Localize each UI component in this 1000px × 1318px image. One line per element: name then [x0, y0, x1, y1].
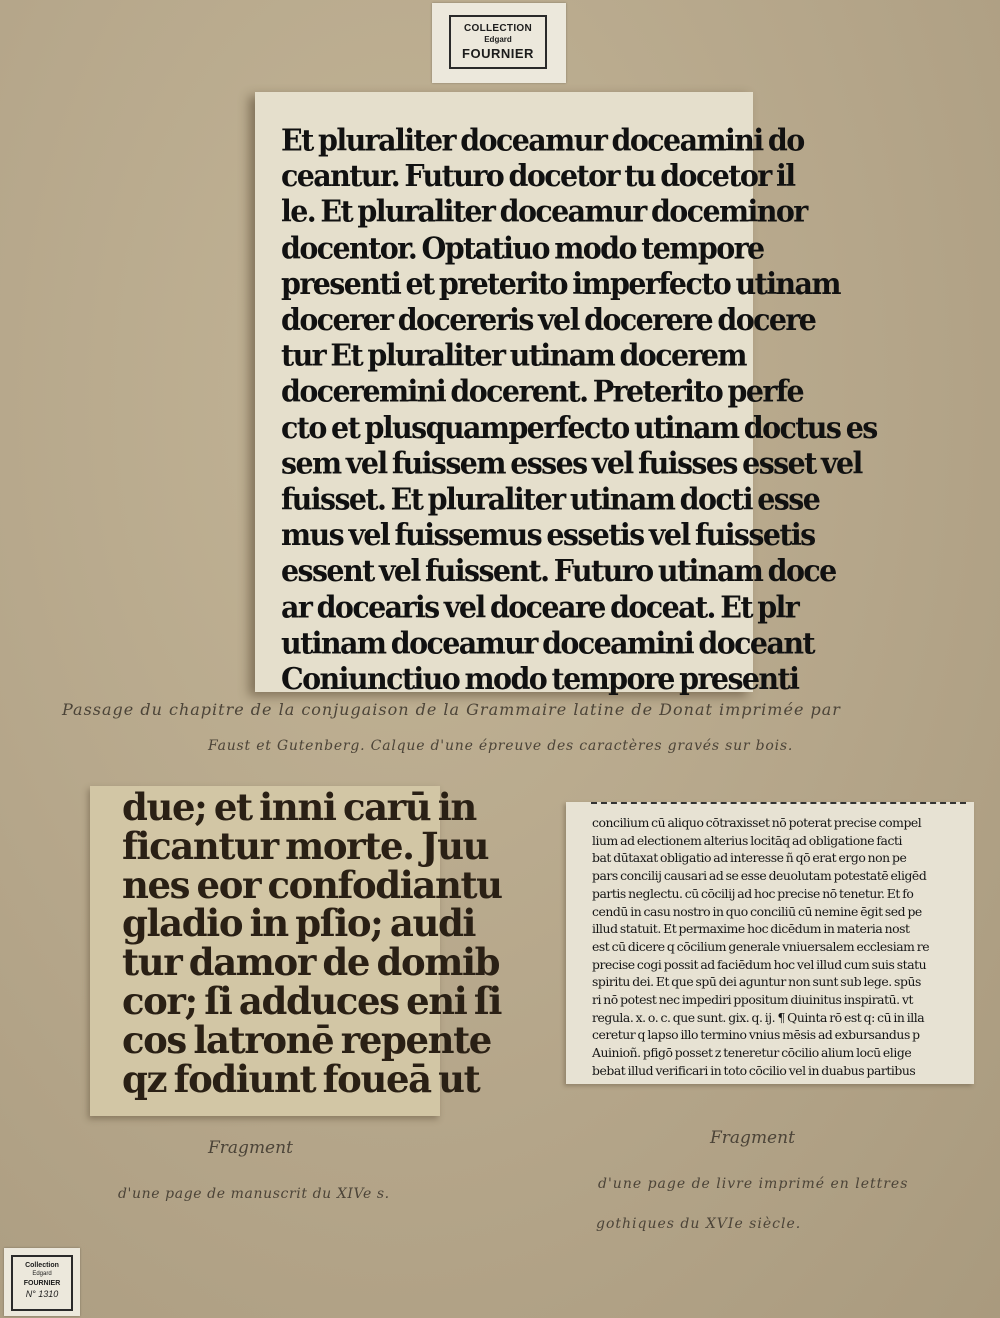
- donat-caption-line1: Passage du chapitre de la conjugaison de la Grammaire latine de Donat imprimée par: [62, 700, 841, 719]
- collection-label-bottom-frame: [11, 1255, 73, 1311]
- manuscript-text-line: due; et inni carū in: [122, 785, 476, 829]
- gothic-caption-sub2: gothiques du XVIe siècle.: [596, 1216, 802, 1232]
- donat-text-line: doceremini docerent. Preterito perfe: [281, 373, 804, 410]
- donat-text-line: cto et plusquamperfecto utinam doctus es: [281, 409, 877, 446]
- collection-label-surname: FOURNIER: [462, 46, 534, 61]
- gothic-text-line: spiritu dei. Et que spū dei aguntur non sunt sub lege. spūs: [592, 974, 921, 990]
- donat-text-line: essent vel fuissent. Futuro utinam doce: [281, 552, 836, 589]
- donat-text-line: mus vel fuissemus essetis vel fuissetis: [281, 517, 815, 553]
- manuscript-text-line: gladio in pſio; audi: [122, 901, 476, 946]
- gothic-cut-top-line: [591, 802, 966, 808]
- manuscript-text-line: cos latronē repente: [122, 1017, 491, 1062]
- collection-label-bottom-word: Collection: [25, 1262, 59, 1269]
- manuscript-text-line: nes eor confodiantu: [122, 862, 502, 907]
- gothic-text-line: Auinioñ. pfigō posset z teneretur cōcilio alium locū elige: [592, 1045, 912, 1061]
- gothic-print-fragment: [566, 802, 974, 1084]
- gothic-caption-sub1: d'une page de livre imprimé en lettres: [598, 1176, 909, 1192]
- gothic-text-line: illud statuit. Et permaxime hoc dicēdum in materia nost: [592, 921, 910, 937]
- manuscript-text-line: tur damor de domib: [122, 940, 500, 985]
- gothic-text-line: est cū dicere q cōcilium generale vniuersalem ecclesiam re: [592, 938, 930, 954]
- donat-caption-line2: Faust et Gutenberg. Calque d'une épreuve des caractères gravés sur bois.: [208, 738, 794, 754]
- collection-label-top: [432, 3, 566, 83]
- donat-text-line: ar docearis vel doceare doceat. Et plr: [281, 588, 799, 625]
- manuscript-text-line: ficantur morte. Juu: [122, 823, 489, 868]
- gothic-text-line: bat dūtaxat obligatio ad interesse ñ qō erat ergo non pe: [592, 850, 907, 866]
- gothic-text-line: cendū in casu nostro in quo conciliū cū nemine ēgit sed pe: [592, 903, 922, 919]
- manuscript-text-block: [122, 785, 502, 1101]
- donat-text-line: Et pluraliter doceamur doceamini do: [281, 122, 804, 158]
- gothic-text-line: lium ad electionem alterius locitāq ad obligatione facti: [592, 832, 903, 848]
- donat-text-line: utinam doceamur doceamini doceant: [281, 624, 814, 661]
- donat-text-line: sem vel fuissem esses vel fuisses esset vel: [281, 445, 862, 481]
- collection-label-bottom-firstname: Edgard: [32, 1271, 52, 1277]
- donat-text-line: ceantur. Futuro docetor tu docetor il: [281, 157, 795, 194]
- gothic-text-line: partis neglectu. cū cōcilij ad hoc precise nō tenetur. Et fo: [592, 885, 914, 901]
- manuscript-caption-sub: d'une page de manuscrit du XIVe s.: [118, 1186, 390, 1202]
- gothic-text-line: regula. x. o. c. que sunt. gix. q. ij. ¶ Quinta rō est q: cū in illa: [592, 1009, 925, 1025]
- collection-label-bottom-number: N° 1310: [25, 1289, 59, 1299]
- manuscript-text-line: qz fodiunt foueā ut: [122, 1056, 480, 1101]
- donat-grammar-fragment: [255, 92, 877, 697]
- donat-text-line: docerer docereris vel docerere docere: [281, 301, 816, 338]
- gothic-text-line: pars concilij causari ad se esse deuolutam potestatē eligēd: [592, 868, 927, 884]
- manuscript-text-line: cor; ſi adduces eni ſi: [122, 978, 502, 1023]
- gothic-text-line: ceretur q lapso illo termino vnius mēsis ad exbursandus p: [592, 1027, 920, 1043]
- collection-label-word: COLLECTION: [464, 23, 532, 34]
- donat-text-line: tur Et pluraliter utinam docerem: [281, 337, 746, 374]
- donat-text-line: presenti et preterito imperfecto utinam: [281, 265, 840, 302]
- donat-text-line: Coniunctiuo modo tempore presenti: [281, 660, 799, 697]
- donat-text-line: fuisset. Et pluraliter utinam docti esse: [281, 481, 820, 517]
- gothic-text-line: concilium cū aliquo cōtraxisset nō poterat precise compel: [592, 815, 922, 830]
- collection-label-bottom-surname: FOURNIER: [23, 1280, 61, 1287]
- donat-text-line: docentor. Optatiuo modo tempore: [281, 229, 764, 266]
- collection-label-bottom: [4, 1248, 80, 1316]
- gothic-text-line: precise cogi possit ad faciēdum hoc vel illud cum suis statu: [592, 956, 927, 972]
- collection-label-firstname: Edgard: [484, 35, 512, 44]
- gothic-text-line: bebat illud verificari in toto cōcilio vel in duabus partibus: [592, 1062, 916, 1078]
- gothic-text-block: [592, 814, 976, 1080]
- gothic-caption-title: Fragment: [710, 1128, 795, 1148]
- collection-label-frame: [449, 15, 547, 69]
- donat-text-block: [281, 122, 877, 697]
- gothic-text-line: ri nō potest nec impediri ppositum diuinitus inspiratū. vt: [592, 992, 914, 1008]
- manuscript-caption-title: Fragment: [208, 1138, 293, 1158]
- donat-text-line: le. Et pluraliter doceamur doceminor: [281, 193, 807, 230]
- manuscript-fragment: [90, 785, 502, 1116]
